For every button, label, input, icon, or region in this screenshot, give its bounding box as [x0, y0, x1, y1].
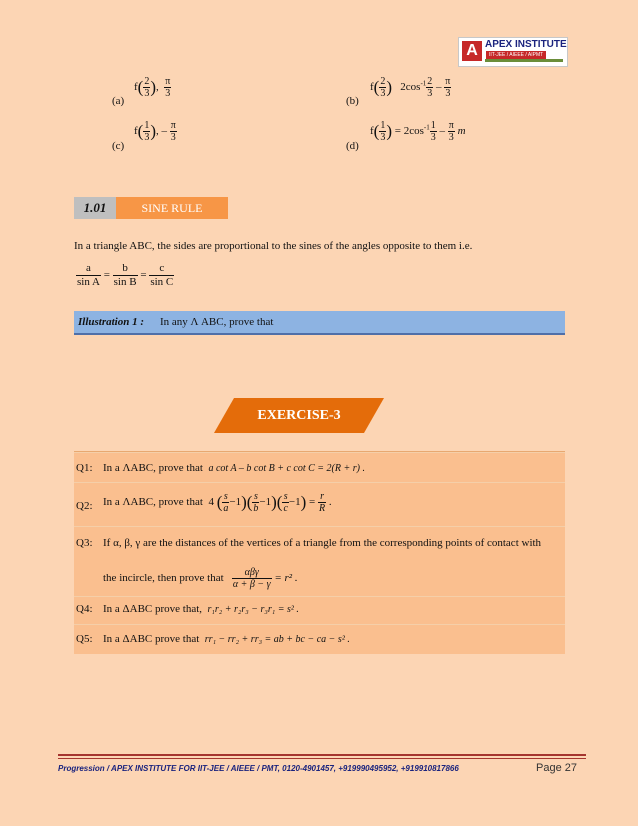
exercise-banner: [214, 398, 384, 433]
sine-rule-formula: $\frac{a}{\text{sin A}}$ = $\frac{b}{\text{sin B}}$ = $\frac{c}{\text{sin C}}$: [77, 262, 174, 288]
option-a-label: (a): [112, 95, 125, 107]
section-title: SINE RULE: [116, 197, 228, 219]
question-label: Q5:: [76, 633, 93, 645]
option-c-label: (c): [112, 140, 125, 152]
question-label: Q3:: [76, 537, 93, 549]
exercise-questions: [74, 451, 565, 654]
option-d-expression: f( $\frac{1}{3}$ ) = $2\cos^{-1}$ $\frac{1}{3}$ – $\frac{\pi}{3}$ m: [370, 120, 466, 143]
question-row: [74, 624, 565, 655]
question-row: [74, 596, 565, 625]
exercise-title: EXERCISE-3: [257, 408, 341, 423]
apex-logo: [458, 37, 568, 67]
footer-rule-thin: [58, 758, 586, 759]
option-b-label: (b): [346, 95, 359, 107]
sine-rule-text: In a triangle ABC, the sides are proportional to the sines of the angles opposite to them i.e.: [74, 240, 473, 252]
illustration-text: In any Λ ABC, prove that: [160, 316, 274, 328]
logo-stripe: [485, 59, 563, 62]
question-row: [74, 482, 565, 527]
question-text: In a ΔABC prove that, r₁r₂ + r₂r₃ − r₃r₁ = s² .: [103, 603, 299, 615]
option-c-expression: f( $\frac{1}{3}$ ), – $\frac{\pi}{3}$: [134, 120, 176, 143]
illustration-label: Illustration 1 :: [78, 316, 145, 328]
footer-rule: [58, 754, 586, 756]
question-row: [74, 526, 565, 597]
question-label: Q4:: [76, 603, 93, 615]
question-label: Q2:: [76, 500, 93, 512]
section-number: 1.01: [74, 197, 116, 219]
logo-tagline: IIT-JEE / AIEEE / AIPMT: [486, 51, 546, 59]
question-text: In a ΛABC, prove that 4 ( $\frac{s}{a}$ −1)( $\frac{s}{b}$ −1)( $\frac{s}{c}$ −1) = $\frac{r}{R}$ .: [103, 491, 332, 514]
logo-name: APEX INSTITUTE: [485, 39, 567, 50]
logo-letter: A: [462, 41, 482, 61]
question-text: In a ΛABC, prove that a cot A – b cot B + c cot C = 2(R + r) .: [103, 462, 365, 474]
question-text-continued: the incircle, then prove that $\frac{\text{αβγ}}{\alpha + \beta - \gamma}$ = r² .: [103, 567, 298, 590]
question-label: Q1:: [76, 462, 93, 474]
question-text: In a ΔABC prove that rr₁ − rr₂ + rr₃ = ab + bc − ca − s² .: [103, 633, 350, 645]
question-text: If α, β, γ are the distances of the vertices of a triangle from the corresponding points of contact with: [103, 537, 542, 549]
page-number: Page 27: [536, 762, 577, 774]
footer-text: Progression / APEX INSTITUTE FOR IIT-JEE / AIEEE / PMT, 0120-4901457, +919990495952, +919910817866: [58, 764, 459, 773]
option-b-expression: f( $\frac{2}{3}$ ) $2\cos^{-1}$ $\frac{2}{3}$ – $\frac{\pi}{3}$: [370, 76, 451, 99]
question-row: [74, 452, 565, 483]
option-a-expression: f( $\frac{2}{3}$ ), $\frac{\pi}{3}$: [134, 76, 171, 99]
option-d-label: (d): [346, 140, 359, 152]
illustration-bar: [74, 311, 565, 335]
